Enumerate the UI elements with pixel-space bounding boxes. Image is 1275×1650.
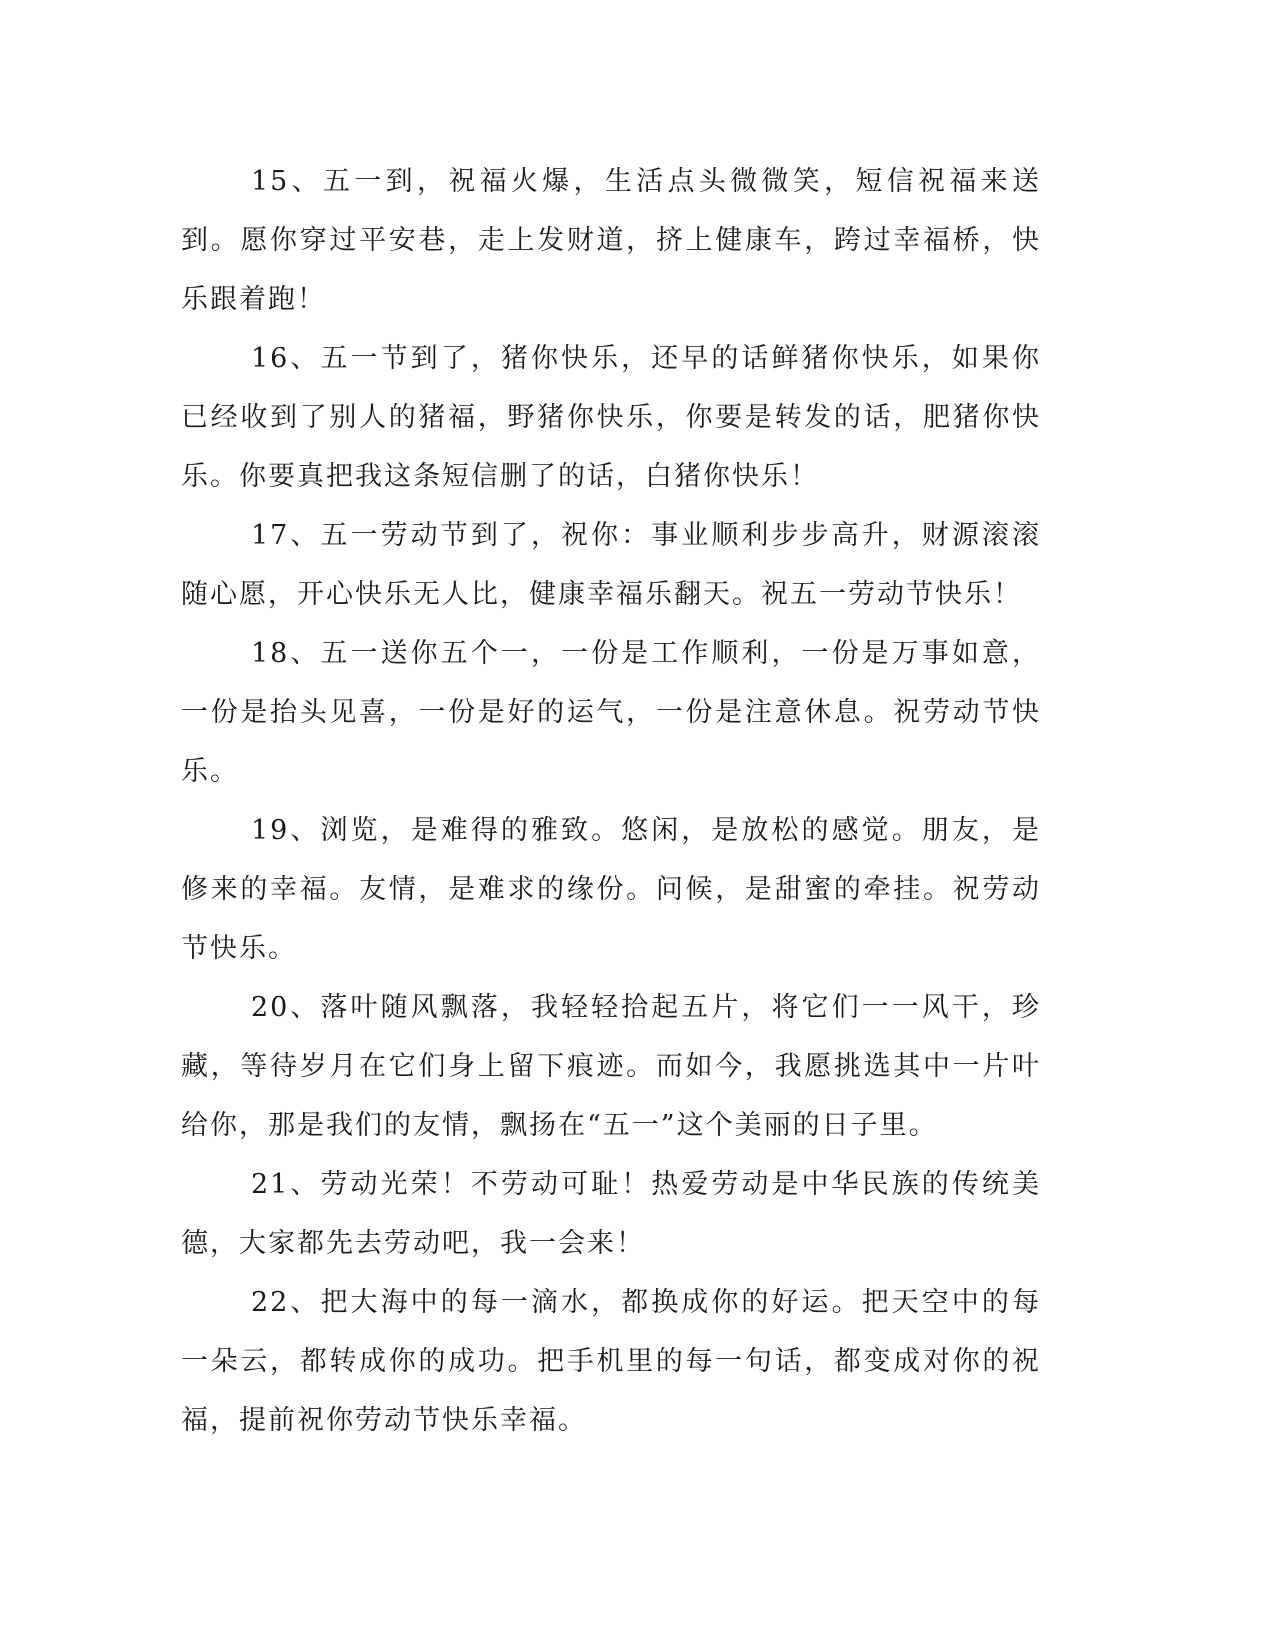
- paragraph-15: 15、五一到，祝福火爆，生活点头微微笑，短信祝福来送到。愿你穿过平安巷，走上发财道，挤上健康车，跨过幸福桥，快乐跟着跑！: [181, 166, 1041, 315]
- paragraph-18: 18、五一送你五个一，一份是工作顺利，一份是万事如意，一份是抬头见喜，一份是好的运气，一份是注意休息。祝劳动节快乐。: [181, 638, 1041, 787]
- paragraph-22: 22、把大海中的每一滴水，都换成你的好运。把天空中的每一朵云，都转成你的成功。把手机里的每一句话，都变成对你的祝福，提前祝你劳动节快乐幸福。: [181, 1287, 1041, 1436]
- paragraph-16: 16、五一节到了，猪你快乐，还早的话鲜猪你快乐，如果你已经收到了别人的猪福，野猪你快乐，你要是转发的话，肥猪你快乐。你要真把我这条短信删了的话，白猪你快乐！: [181, 343, 1041, 492]
- paragraph-21: 21、劳动光荣！不劳动可耻！热爱劳动是中华民族的传统美德，大家都先去劳动吧，我一会来！: [181, 1169, 1041, 1259]
- paragraph-19: 19、浏览，是难得的雅致。悠闲，是放松的感觉。朋友，是修来的幸福。友情，是难求的缘份。问候，是甜蜜的牵挂。祝劳动节快乐。: [181, 815, 1041, 964]
- document-body: [181, 152, 1041, 1450]
- paragraph-20: 20、落叶随风飘落，我轻轻拾起五片，将它们一一风干，珍藏，等待岁月在它们身上留下痕迹。而如今，我愿挑选其中一片叶给你，那是我们的友情，飘扬在“五一”这个美丽的日子里。: [181, 992, 1041, 1141]
- paragraph-17: 17、五一劳动节到了，祝你：事业顺利步步高升，财源滚滚随心愿，开心快乐无人比，健康幸福乐翻天。祝五一劳动节快乐！: [181, 520, 1041, 610]
